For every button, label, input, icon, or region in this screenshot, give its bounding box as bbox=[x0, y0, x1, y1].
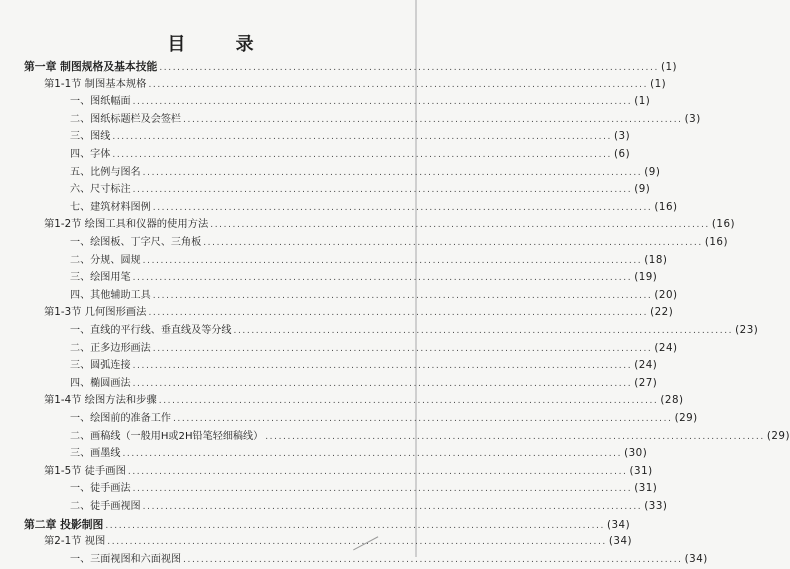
toc-entry-page: (23) bbox=[735, 324, 759, 336]
dot-leader: ................................................................................................................ bbox=[152, 290, 653, 301]
toc-entry-item bbox=[70, 410, 698, 427]
toc-entry-page: (16) bbox=[704, 236, 728, 248]
toc-entry-item bbox=[70, 146, 631, 163]
toc-entry-item bbox=[70, 551, 708, 568]
toc-title: 目 录 bbox=[167, 34, 276, 55]
toc-entry-label: 第1-2节 绘图工具和仪器的使用方法 bbox=[44, 218, 209, 231]
toc-entry-label: 二、徒手画视图 bbox=[70, 501, 141, 512]
dot-leader: ................................................................................................................ bbox=[148, 79, 649, 90]
toc-entry-label: 五、比例与图名 bbox=[70, 166, 141, 178]
toc-entry-page: (1) bbox=[650, 77, 667, 90]
toc-entry-label: 一、直线的平行线、垂直线及等分线 bbox=[70, 325, 232, 336]
toc-entry-item bbox=[70, 252, 668, 269]
toc-entry-section bbox=[44, 216, 736, 233]
toc-entry-label: 一、绘图前的准备工作 bbox=[70, 413, 171, 424]
toc-entry-label: 第1-1节 制图基本规格 bbox=[44, 77, 147, 90]
toc-entry-page: (19) bbox=[634, 271, 658, 284]
dot-leader: ................................................................................................................ bbox=[152, 343, 653, 354]
toc-entry-item bbox=[70, 322, 759, 339]
toc-entry-label: 二、画稿线（一般用H或2H铅笔轻细稿线） bbox=[70, 430, 264, 442]
dot-leader: ................................................................................................................ bbox=[132, 185, 633, 196]
dot-leader: ................................................................................................................ bbox=[183, 114, 683, 125]
dot-leader: ................................................................................................................ bbox=[132, 378, 633, 389]
toc-entry-page: (29) bbox=[674, 412, 698, 424]
toc-entry-label: 第一章 制图规格及基本技能 bbox=[24, 60, 158, 73]
toc-entry-label: 第1-3节 几何图形画法 bbox=[44, 306, 147, 319]
toc-entry-label: 一、绘图板、丁字尺、三角板 bbox=[70, 237, 202, 248]
toc-entry-label: 四、其他辅助工具 bbox=[70, 289, 151, 301]
toc-entry-section bbox=[44, 533, 633, 550]
toc-entry-page: (16) bbox=[711, 218, 736, 231]
toc-entry-page: (28) bbox=[660, 394, 684, 407]
toc-entry-page: (18) bbox=[644, 253, 668, 266]
dot-leader: ................................................................................................................ bbox=[265, 431, 765, 442]
toc-entry-page: (34) bbox=[684, 552, 708, 565]
toc-entry-item bbox=[70, 498, 668, 515]
toc-entry-page: (16) bbox=[654, 200, 678, 213]
dot-leader: ................................................................................................................ bbox=[132, 273, 633, 284]
toc-entry-page: (9) bbox=[634, 183, 651, 196]
toc-entry-item bbox=[70, 269, 658, 286]
toc-entry-item bbox=[70, 199, 678, 216]
toc-entry-label: 第1-4节 绘图方法和步骤 bbox=[44, 394, 157, 407]
toc-entry-item bbox=[70, 287, 678, 304]
toc-entry-page: (6) bbox=[614, 148, 631, 160]
dot-leader: ................................................................................................................ bbox=[142, 255, 643, 266]
toc-entry-chapter bbox=[24, 58, 678, 75]
toc-entry-page: (3) bbox=[614, 130, 631, 143]
toc-entry-label: 第2-1节 视图 bbox=[44, 535, 106, 548]
toc-entry-page: (29) bbox=[766, 429, 790, 442]
toc-entry-section bbox=[44, 304, 674, 321]
dot-leader: ................................................................................................................ bbox=[158, 396, 659, 407]
toc-entry-item bbox=[70, 128, 631, 145]
toc-entry-label: 二、图纸标题栏及会签栏 bbox=[70, 113, 182, 125]
dot-leader: ................................................................................................................ bbox=[233, 326, 734, 336]
toc-entry-page: (31) bbox=[634, 482, 658, 495]
toc-entry-label: 二、分规、圆规 bbox=[70, 254, 141, 266]
toc-entry-page: (34) bbox=[606, 518, 631, 531]
toc-entry-label: 第二章 投影制图 bbox=[24, 517, 104, 531]
dot-leader: ................................................................................................................ bbox=[127, 466, 628, 477]
dot-leader: ................................................................................................................ bbox=[142, 167, 643, 178]
toc-entry-label: 一、三面视图和六面视图 bbox=[70, 553, 182, 565]
toc-entry-page: (31) bbox=[629, 464, 653, 477]
toc-entry-chapter bbox=[24, 516, 631, 533]
toc-entry-page: (22) bbox=[650, 306, 674, 319]
toc-entry-label: 一、徒手画法 bbox=[70, 483, 131, 495]
dot-leader: ................................................................................................................ bbox=[159, 63, 659, 73]
dot-leader: ................................................................................................................ bbox=[183, 554, 683, 565]
toc-entry-page: (9) bbox=[644, 165, 661, 178]
toc-entry-page: (34) bbox=[608, 535, 633, 548]
dot-leader: ................................................................................................................ bbox=[210, 220, 710, 231]
toc-entry-label: 三、圆弧连接 bbox=[70, 360, 131, 372]
dot-leader: ................................................................................................................ bbox=[172, 414, 673, 424]
toc-entry-label: 一、图纸幅面 bbox=[70, 96, 131, 108]
toc-entry-label: 三、图线 bbox=[70, 131, 111, 143]
dot-leader: ................................................................................................................ bbox=[132, 484, 633, 495]
toc-entry-label: 三、画墨线 bbox=[70, 448, 121, 460]
toc-entry-page: (24) bbox=[654, 341, 678, 354]
toc-entry-item bbox=[70, 480, 658, 497]
toc-entry-item bbox=[70, 234, 728, 251]
toc-entry-item bbox=[70, 111, 701, 128]
toc-entry-page: (33) bbox=[644, 500, 668, 512]
toc-entry-item bbox=[70, 164, 661, 181]
toc-entry-section bbox=[44, 392, 684, 409]
dot-leader: ................................................................................................................ bbox=[148, 308, 649, 319]
toc-entry-page: (3) bbox=[684, 112, 701, 125]
toc-entry-page: (27) bbox=[634, 376, 658, 389]
toc-entry-label: 四、字体 bbox=[70, 149, 111, 160]
dot-leader: ................................................................................................................ bbox=[105, 520, 605, 531]
toc-entry-page: (1) bbox=[634, 95, 651, 108]
dot-leader: ................................................................................................................ bbox=[112, 132, 612, 143]
toc-entry-item bbox=[70, 445, 648, 462]
dot-leader: ................................................................................................................ bbox=[132, 97, 633, 108]
dot-leader: ................................................................................................................ bbox=[107, 537, 607, 548]
toc-entry-label: 四、椭圆画法 bbox=[70, 377, 131, 389]
toc-entry-section bbox=[44, 463, 653, 480]
toc-entry-label: 二、正多边形画法 bbox=[70, 342, 151, 354]
toc-entry-item bbox=[70, 93, 651, 110]
toc-entry-item bbox=[70, 181, 651, 198]
toc-entry-label: 第1-5节 徒手画图 bbox=[44, 464, 126, 477]
toc-entry-label: 三、绘图用笔 bbox=[70, 272, 131, 284]
dot-leader: ................................................................................................................ bbox=[122, 449, 623, 460]
toc-entry-page: (20) bbox=[654, 288, 678, 301]
toc-entry-label: 七、建筑材料图例 bbox=[70, 201, 151, 213]
dot-leader: ................................................................................................................ bbox=[152, 202, 653, 213]
dot-leader: ................................................................................................................ bbox=[112, 150, 612, 160]
toc-entry-page: (24) bbox=[634, 359, 658, 372]
toc-entry-section bbox=[44, 76, 667, 93]
toc-entry-page: (30) bbox=[624, 447, 648, 460]
toc-entry-page: (1) bbox=[660, 61, 678, 73]
toc-entry-item bbox=[70, 357, 658, 374]
toc-entry-item bbox=[70, 375, 658, 392]
dot-leader: ................................................................................................................ bbox=[132, 361, 633, 372]
toc-entry-label: 六、尺寸标注 bbox=[70, 184, 131, 196]
toc-entry-item bbox=[70, 428, 790, 445]
toc-entry-item bbox=[70, 340, 678, 357]
dot-leader: ................................................................................................................ bbox=[142, 502, 643, 512]
dot-leader: ................................................................................................................ bbox=[203, 238, 703, 248]
